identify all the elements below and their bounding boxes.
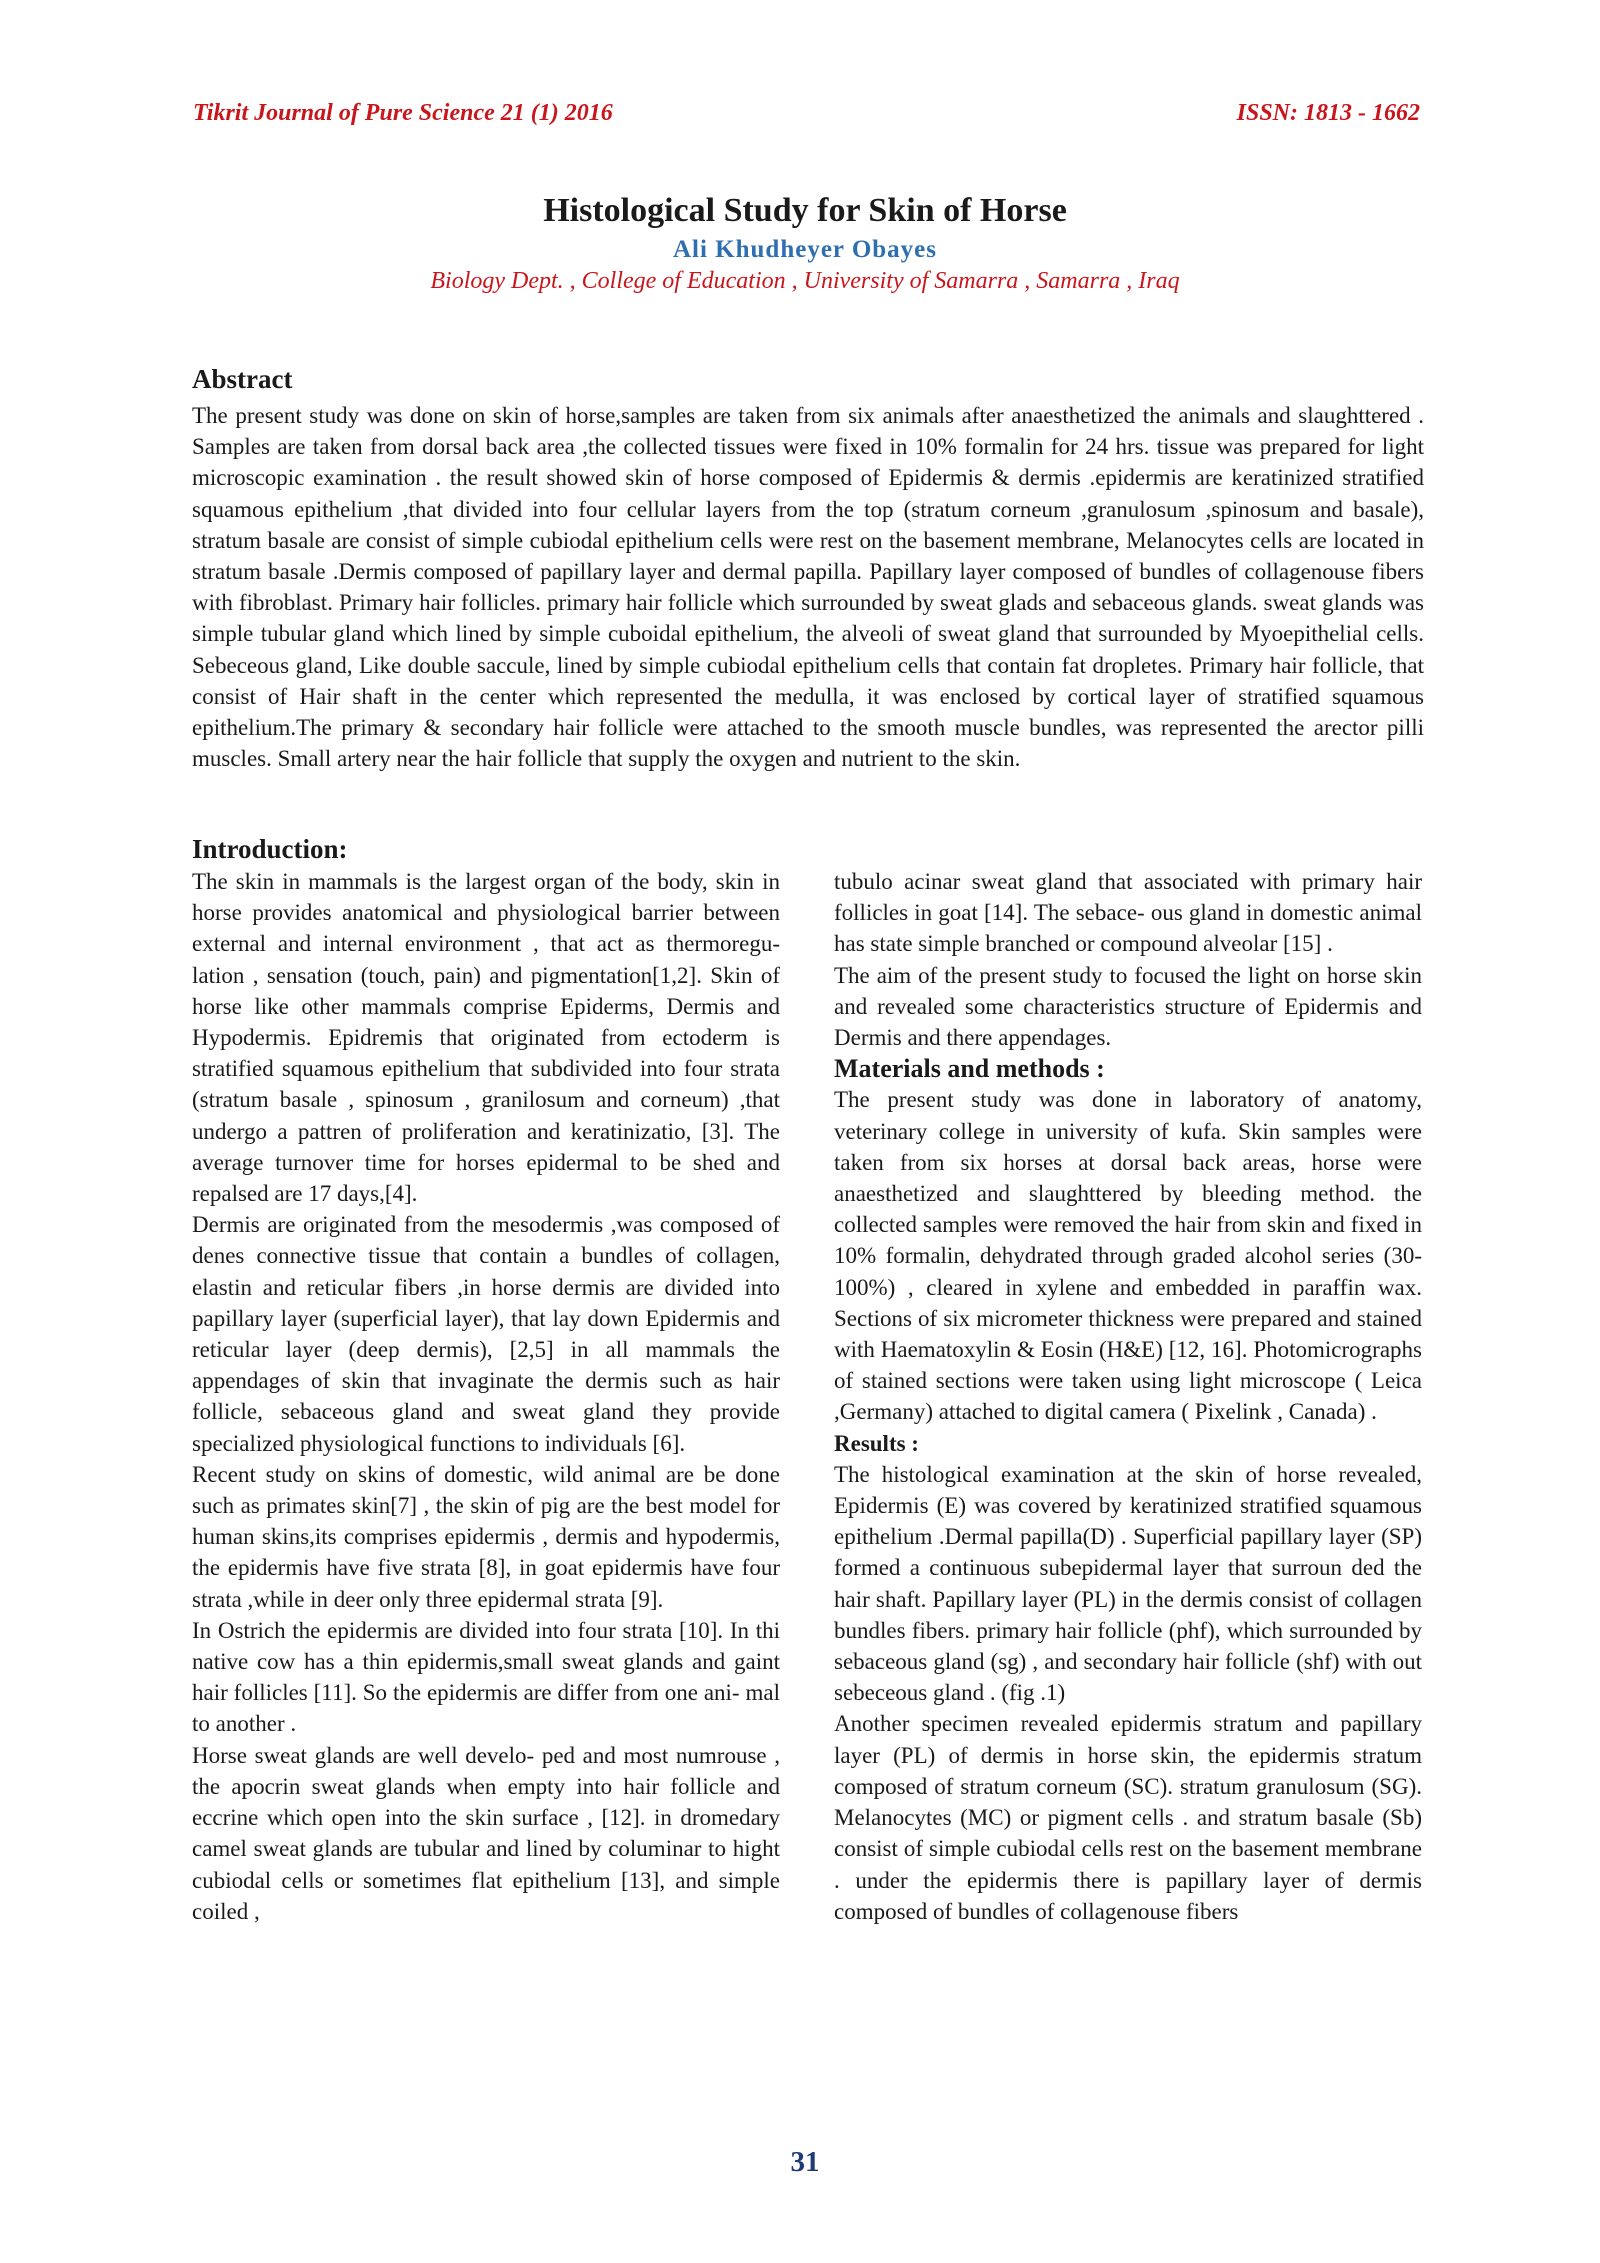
right-column (834, 866, 1422, 1927)
author-affiliation: Biology Dept. , College of Education , University of Samarra , Samarra , Iraq (430, 268, 1180, 294)
intro-paragraph: In Ostrich the epidermis are divided into four strata [10]. In thi native cow has a thin epidermis,small sweat glands and gaint hair follicles [11]. So the epidermis are differ from one ani- mal to another . (192, 1617, 780, 1737)
results-paragraph: Another specimen revealed epidermis stratum and papillary layer (PL) of dermis in horse skin, the epidermis stratum composed of stratum corneum (SC). stratum granulosum (SG). Melanocytes (MC) or pigment cells . and stratum basale (Sb) consist of simple cubiodal cells rest on the basement membrane . under the epidermis there is papillary layer of dermis composed of bundles of collagenouse fibers (834, 1711, 1422, 1924)
intro-paragraph: tubulo acinar sweat gland that associated with primary hair follicles in goat [14]. The sebace- ous gland in domestic animal has state simple branched or compound alveolar [15] . (834, 869, 1422, 957)
intro-paragraph: Recent study on skins of domestic, wild animal are be done such as primates skin[7] , the skin of pig are the best model for human skins,its comprises epidermis , dermis and hypodermis, the epidermis have five strata [8], in goat epidermis have four strata ,while in deer only three epidermal strata [9]. (192, 1461, 780, 1612)
intro-paragraph: Horse sweat glands are well develo- ped and most numrouse , the apocrin sweat glands when empty into hair follicle and eccrine which open into the skin surface , [12]. in dromedary camel sweat glands are tubular and lined by columinar to hight cubiodal cells or sometimes flat epithelium [13], and simple coiled , (192, 1742, 780, 1924)
intro-paragraph: The aim of the present study to focused the light on horse skin and revealed some characteristics structure of Epidermis and Dermis and there appendages. (834, 962, 1422, 1051)
author-name: Ali Khudheyer Obayes (672, 236, 938, 263)
left-column (192, 866, 780, 1927)
results-heading: Results : (834, 1430, 919, 1456)
methods-heading: Materials and methods : (834, 1054, 1105, 1084)
issn-header: ISSN: 1813 - 1662 (1236, 100, 1420, 126)
journal-header: Tikrit Journal of Pure Science 21 (1) 2016 (193, 100, 613, 126)
introduction-heading: Introduction: (192, 834, 348, 864)
page-number: 31 (790, 2146, 820, 2178)
paper-title: Histological Study for Skin of Horse (543, 192, 1067, 229)
intro-paragraph: Dermis are originated from the mesodermis ,was composed of denes connective tissue that contain a bundles of collagen, elastin and reticular fibers ,in horse dermis are divided into papillary layer (superficial layer), that lay down Epidermis and reticular layer (deep dermis), [2,5] in all mammals the appendages of skin that invaginate the dermis such as hair follicle, sebaceous gland and sweat gland they provide specialized physiological functions to individuals [6]. (192, 1212, 780, 1456)
abstract-text: The present study was done on skin of horse,samples are taken from six animals after anaesthetized the animals and slaughttered . Samples are taken from dorsal back area ,the collected tissues were fixed in 10% formalin for 24 hrs. tissue was prepared for light microscopic examination . the result showed skin of horse composed of Epidermis & dermis .epidermis are keratinized stratified squamous epithelium ,that divided into four cellular layers from the top (stratum corneum ,granulosum ,spinosum and basale), stratum basale are consist of simple cubiodal epithelium cells were rest on the basement membrane, Melanocytes cells are located in stratum basale .Dermis composed of papillary layer and dermal papilla. Papillary layer composed of bundles of collagenouse fibers with fibroblast. Primary hair follicles. primary hair follicle which surrounded by sweat glads and sebaceous glands. sweat glands was simple tubular gland which lined by simple cuboidal epithelium, the alveoli of sweat gland that surrounded by Myoepithelial cells. Sebeceous gland, Like double saccule, lined by simple cubiodal epithelium cells that contain fat dropletes. Primary hair follicle, that consist of Hair shaft in the center which represented the medulla, it was enclosed by cortical layer of stratified squamous epithelium.The primary & secondary hair follicle were attached to the smooth muscle bundles, was represented the arector pilli muscles. Small artery near the hair follicle that supply the oxygen and nutrient to the skin. (192, 403, 1424, 772)
methods-paragraph: The present study was done in laboratory of anatomy, veterinary college in university of kufa. Skin samples were taken from six horses at dorsal back areas, horse were anaesthetized and slaughttered by bleeding method. the collected samples were removed the hair from skin and fixed in 10% formalin, dehydrated through graded alcohol series (30-100%) , cleared in xylene and embedded in paraffin wax. Sections of six micrometer thickness were prepared and stained with Haematoxylin & Eosin (H&E) [12, 16]. Photomicrographs of stained sections were taken using light microscope ( Leica ,Germany) attached to digital camera ( Pixelink , Canada) . (834, 1087, 1422, 1425)
abstract-heading: Abstract (192, 364, 293, 394)
results-paragraph: The histological examination at the skin of horse revealed, Epidermis (E) was covered by keratinized stratified squamous epithelium .Dermal papilla(D) . Superficial papillary layer (SP) formed a continuous subepidermal layer that surroun ded the hair shaft. Papillary layer (PL) in the dermis consist of collagen bundles fibers. primary hair follicle (phf), which surrounded by sebaceous gland (sg) , and secondary hair follicle (shf) with out sebeceous gland . (fig .1) (834, 1461, 1422, 1706)
intro-paragraph: The skin in mammals is the largest organ of the body, skin in horse provides anatomical and physiological barrier between external and internal environment , that act as thermoregu- lation , sensation (touch, pain) and pigmentation[1,2]. Skin of horse like other mammals comprise Epiderms, Dermis and Hypodermis. Epidremis that originated from ectoderm is stratified squamous epithelium that subdivided into four strata (stratum basale , spinosum , granilosum and corneum) ,that undergo a pattren of proliferation and keratinizatio, [3]. The average turnover time for horses epidermal to be shed and repalsed are 17 days,[4]. (192, 869, 780, 1207)
